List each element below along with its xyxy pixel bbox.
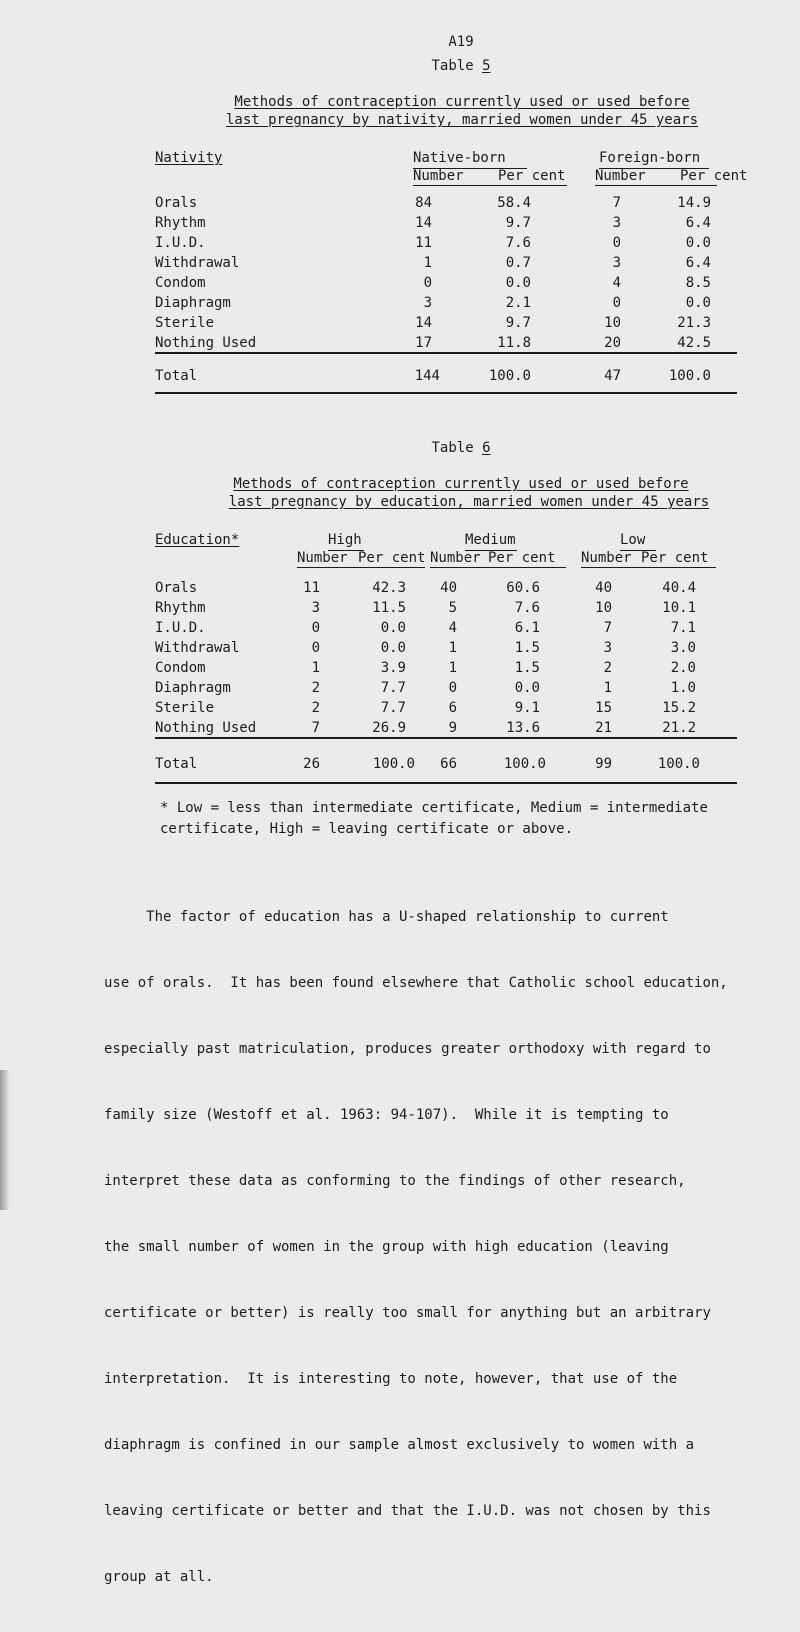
paragraph-line: especially past matriculation, produces greater orthodoxy with regard to	[104, 1041, 711, 1057]
paragraph-line: the small number of women in the group with high education (leaving	[104, 1239, 669, 1255]
table5-group-native: Native-born	[413, 150, 506, 166]
table5-caption-line1: Methods of contraception currently used or used before	[234, 94, 690, 110]
table5-sub-percent-2: Per cent	[680, 168, 748, 184]
footnote-line1: * Low = less than intermediate certificate, Medium = intermediate	[160, 800, 708, 816]
table6-sub-percent-3: Per cent	[641, 550, 709, 566]
table6-sub-number-1: Number	[297, 550, 348, 566]
paragraph-line: certificate or better) is really too small for anything but an arbitrary	[104, 1305, 711, 1321]
paragraph-line: interpretation. It is interesting to note, however, that use of the	[104, 1371, 678, 1387]
table6-sub-number-2: Number	[430, 550, 481, 566]
table6-group-low: Low	[620, 532, 646, 548]
paragraph-line: family size (Westoff et al. 1963: 94-107). While it is tempting to	[104, 1107, 669, 1123]
table5-sub-percent-1: Per cent	[498, 168, 566, 184]
footnote-line2: certificate, High = leaving certificate or above.	[160, 821, 574, 837]
table6-caption-line2: last pregnancy by education, married women under 45 years	[228, 494, 710, 510]
paragraph-line: The factor of education has a U-shaped relationship to current	[104, 909, 669, 925]
table5-title: Table 5	[431, 58, 491, 74]
binding-shadow	[0, 1070, 10, 1210]
table5-group-foreign: Foreign-born	[599, 150, 701, 166]
table6-group-medium: Medium	[465, 532, 516, 548]
table5-sub-number-2: Number	[595, 168, 646, 184]
document-page: A19 Table 5 Methods of contraception currently used or used before last pregnancy by nativity, married women under 45 years Nativity Native-born Foreign-born Number Per cent Number Per cent Orals 84 58.4 7 14.9 Rhythm 14 9.7 3 6.4 I.U.D. 11 7.6 0 0.0 Withdrawal 1 0.7 3 6.4 Condom 0 0.0 4 8.5 Diaphragm 3 2.1 0 0.0 Sterile 14 9.7 10 21.3 Nothing Used 17 11.8 20 42.5 Total 144 100.0 47 100.0 Table 6 Methods of contraception currently used or used before last pregnancy by education, married women under 45 years Education* High Medium Low Number Per cent Number Per cent Number Per cent Orals 11 42.3 40 60.6 40 40.4 Rhythm 3 11.5 5 7.6 10 10.1 I.U.D. 0 0.0 4 6.1 7 7.1 Withdrawal 0 0.0 1 1.5 3 3.0 Condom 1 3.9 1 1.5 2 2.0 Diaphragm 2 7.7 0 0.0 1 1.0 Sterile 2 7.7 6 9.1 15 15.2 Nothing Used 7 26.9 9 13.6 21 21.2 Total 26 100.0 66 100.0 99 100.0 * Low = less than intermediate certificate, Medium = intermediate certificate, High = leaving certificate or above. The factor of education has a U-shaped relationship to current use of orals. It has been found elsewhere that Catholic school education, especially past matriculation, produces greater orthodoxy with regard to family size (Westoff et al. 1963: 94-107). While it is tempting to interpret these data as conforming to the findings of other research, the small number of women in the group with high education (leaving certificate or better) is really too small for anything but an arbitrary interpretation. It is interesting to note, however, that use of the diaphragm is confined in our sample almost exclusively to women with a leaving certificate or better and that the I.U.D. was not chosen by this group at all.	[0, 0, 800, 1210]
table5-caption-line2: last pregnancy by nativity, married women under 45 years	[225, 112, 699, 128]
table6-row-header: Education*	[155, 532, 240, 548]
paragraph-line: use of orals. It has been found elsewhere that Catholic school education,	[104, 975, 728, 991]
table6-caption-line1: Methods of contraception currently used or used before	[233, 476, 689, 492]
table6-sub-number-3: Number	[581, 550, 632, 566]
paragraph-line: group at all.	[104, 1569, 214, 1585]
paragraph-line: leaving certificate or better and that the I.U.D. was not chosen by this	[104, 1503, 711, 1519]
table6-title: Table 6	[431, 440, 491, 456]
page-number: A19	[448, 34, 474, 50]
table5-sub-number-1: Number	[413, 168, 464, 184]
body-paragraph	[104, 862, 794, 1632]
table6-sub-percent-2: Per cent	[488, 550, 556, 566]
paragraph-line: interpret these data as conforming to the findings of other research,	[104, 1173, 686, 1189]
table6-sub-percent-1: Per cent	[358, 550, 426, 566]
table5-row-header: Nativity	[155, 150, 223, 166]
paragraph-line: diaphragm is confined in our sample almost exclusively to women with a	[104, 1437, 695, 1453]
table6-group-high: High	[328, 532, 362, 548]
